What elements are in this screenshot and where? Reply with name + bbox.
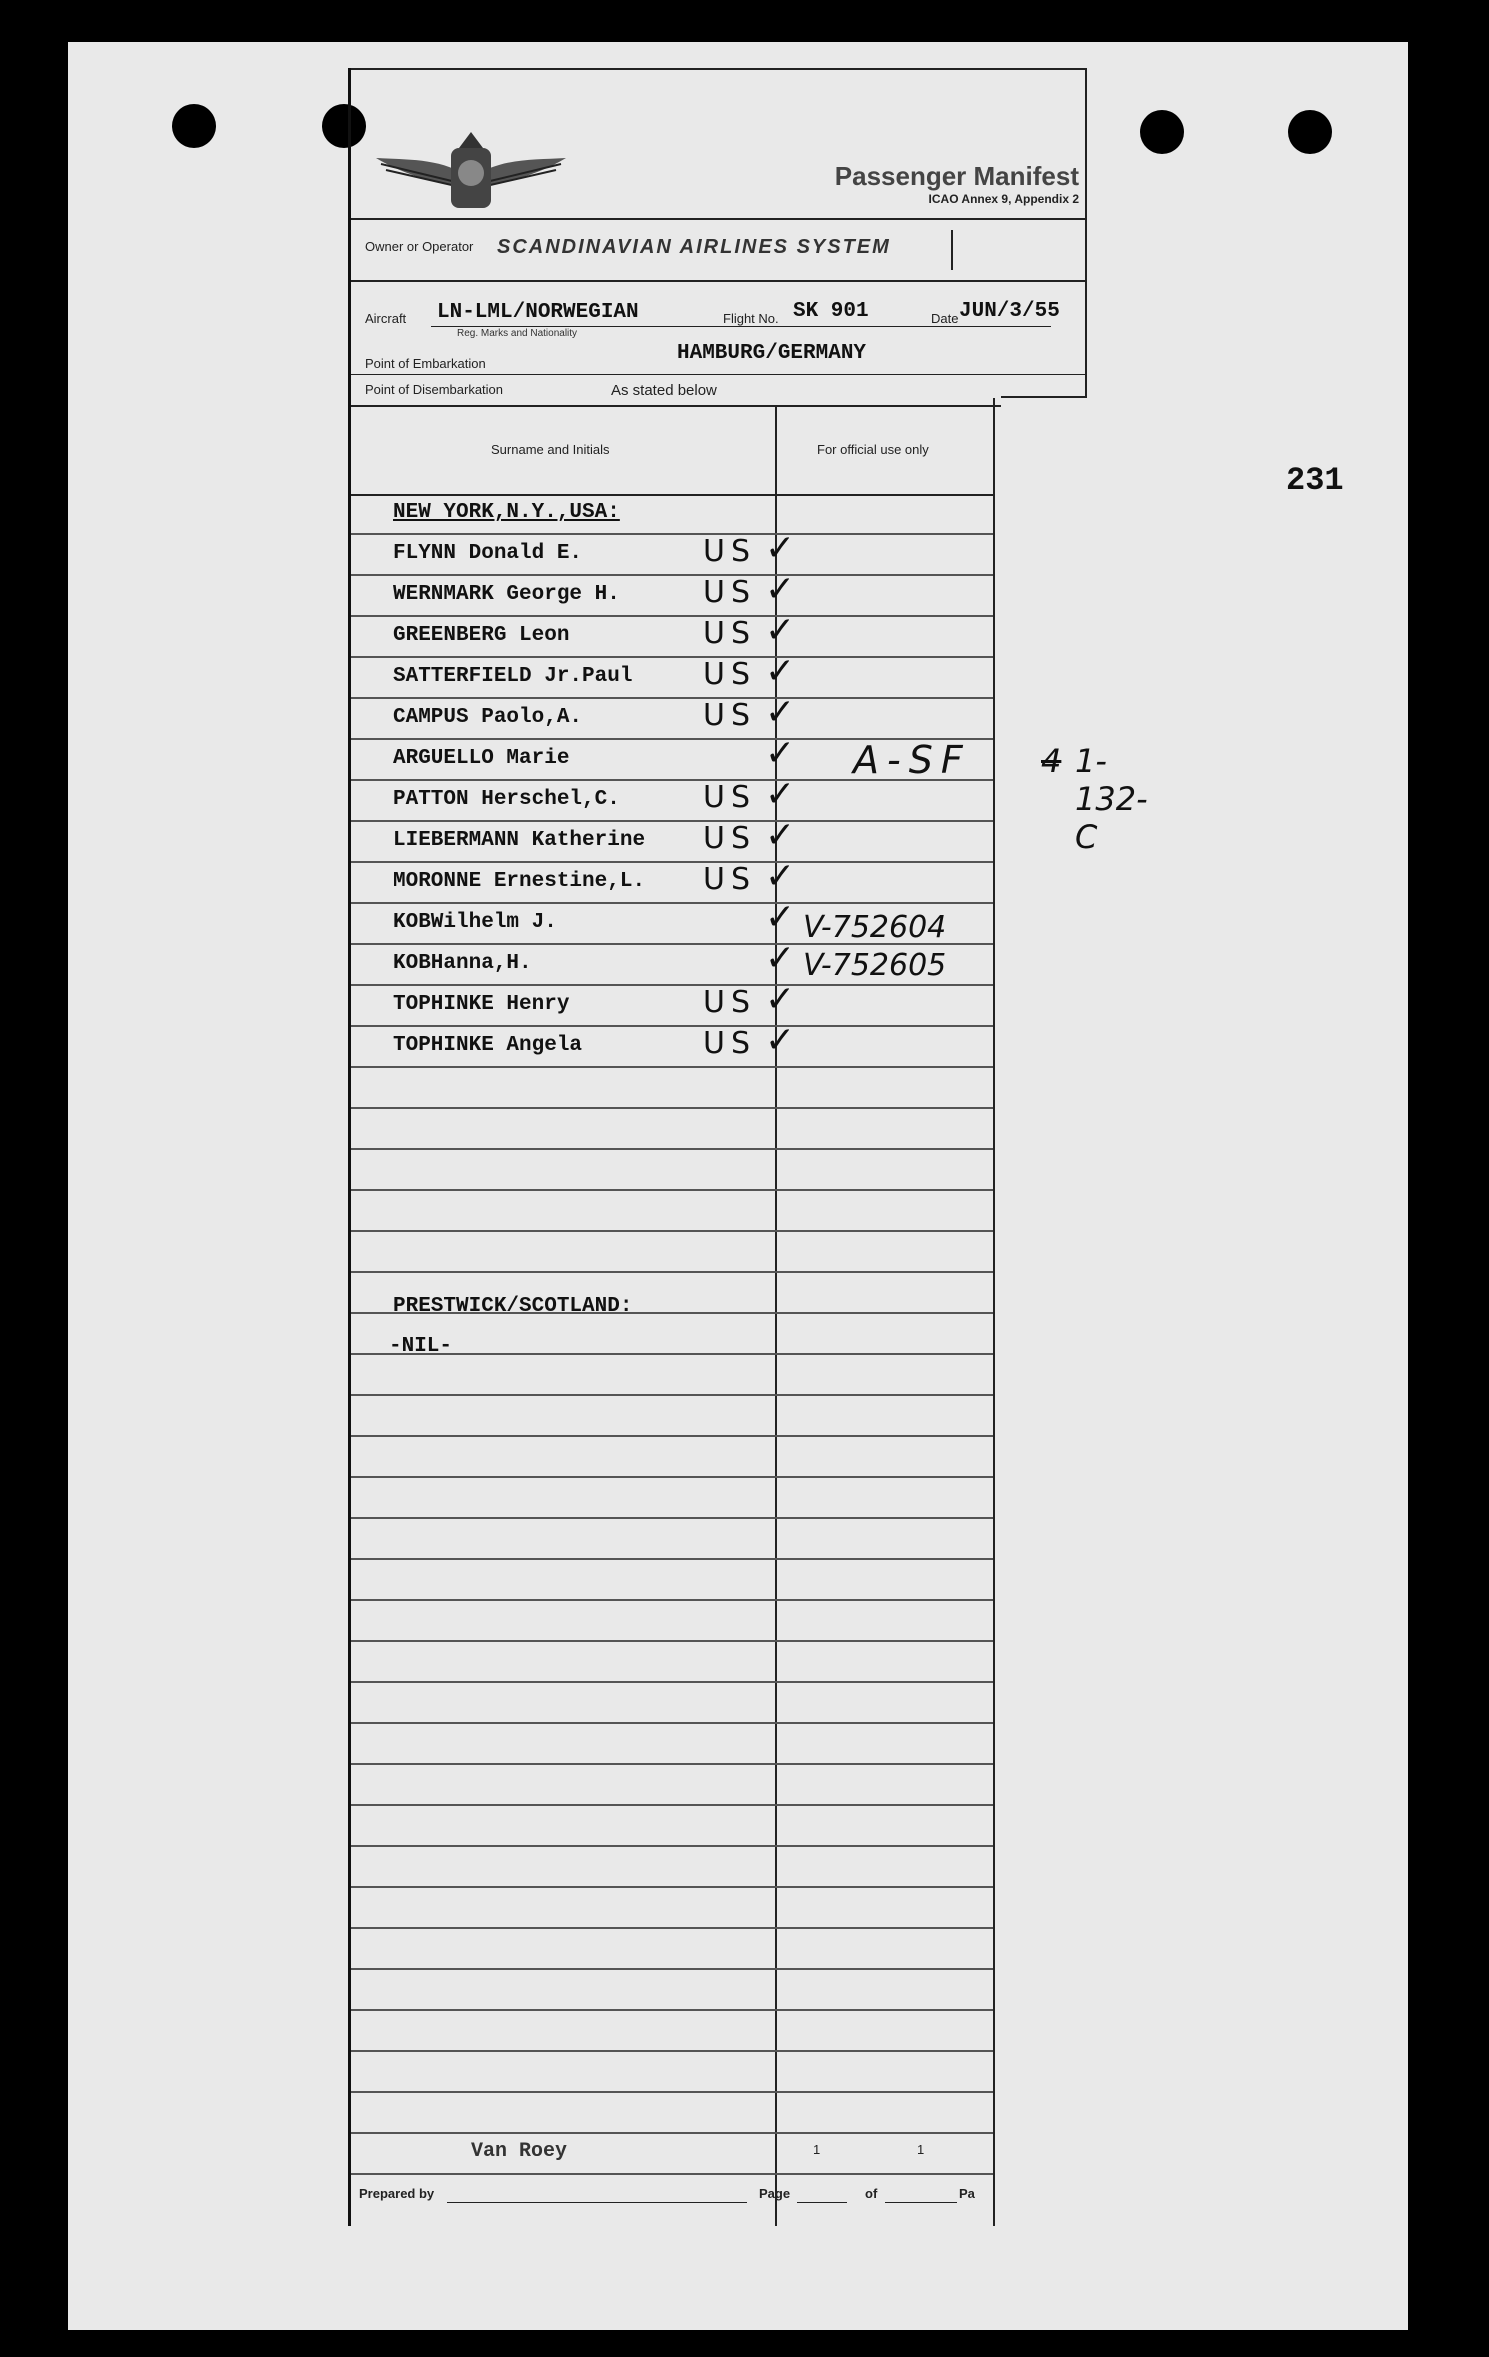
pages-label: Pa — [959, 2186, 975, 2201]
embarkation-value: HAMBURG/GERMANY — [677, 342, 867, 365]
passenger-nationality: US — [703, 575, 757, 610]
table-row-rule — [351, 574, 993, 576]
prepared-by-label: Prepared by — [359, 2186, 435, 2201]
table-row-rule — [351, 1517, 993, 1519]
page-number: 231 — [1286, 462, 1344, 499]
kob-wilhelm-visa-note: V-752604 — [803, 910, 947, 945]
table-row-rule — [351, 533, 993, 535]
table-row-rule — [351, 1230, 993, 1232]
of-line — [885, 2202, 957, 2203]
owner-bottom-rule — [351, 280, 1085, 282]
passenger-name: SATTERFIELD Jr.Paul — [393, 665, 633, 688]
passenger-name: LIEBERMANN Katherine — [393, 829, 646, 852]
table-row-rule — [351, 2132, 993, 2134]
checkmark-icon: ✓ — [765, 897, 796, 938]
arguello-file-note: 1-132-C — [1075, 742, 1148, 856]
form-title: Passenger Manifest — [834, 161, 1079, 191]
form-top-border — [351, 68, 1085, 70]
date-label: Date — [931, 311, 959, 326]
passenger-nationality: US — [703, 534, 757, 569]
table-row-rule — [351, 1148, 993, 1150]
passenger-nationality: US — [703, 780, 757, 815]
checkmark-icon: ✓ — [765, 692, 796, 733]
preparer-signature: Van Roey — [471, 2140, 568, 2163]
date-value: JUN/3/55 — [959, 300, 1060, 323]
table-row-rule — [351, 1640, 993, 1642]
table-row-rule — [351, 984, 993, 986]
table-row-rule — [351, 1025, 993, 1027]
column-official-header: For official use only — [817, 442, 929, 457]
table-row-rule — [351, 1763, 993, 1765]
manifest-form — [348, 68, 1148, 2226]
passenger-name: TOPHINKE Angela — [393, 1034, 583, 1057]
table-row-rule — [351, 1804, 993, 1806]
aircraft-label: Aircraft — [365, 311, 407, 326]
checkmark-icon: ✓ — [765, 815, 796, 856]
checkmark-icon: ✓ — [765, 610, 796, 651]
section-prestwick: PRESTWICK/SCOTLAND: — [393, 1295, 633, 1318]
aircraft-value: LN-LML/NORWEGIAN — [437, 301, 639, 324]
owner-divider — [951, 230, 953, 270]
passenger-name: KOBWilhelm J. — [393, 911, 557, 934]
table-row-rule — [351, 1476, 993, 1478]
passenger-nationality: US — [703, 862, 757, 897]
table-row-rule — [351, 1066, 993, 1068]
embarkation-label: Point of Embarkation — [365, 356, 486, 371]
prestwick-value: -NIL- — [389, 1335, 453, 1358]
form-header-right-border — [1085, 68, 1087, 398]
disembarkation-value: As stated below — [611, 382, 717, 399]
owner-label: Owner or Operator — [365, 239, 474, 254]
checkmark-icon: ✓ — [765, 733, 796, 774]
table-row-rule — [351, 1886, 993, 1888]
page-value: 1 — [813, 2142, 821, 2157]
kob-hanna-visa-note: V-752605 — [803, 948, 947, 983]
checkmark-icon: ✓ — [765, 651, 796, 692]
table-row-rule — [351, 1107, 993, 1109]
table-row-rule — [351, 1845, 993, 1847]
arguello-code-note: A-SF — [853, 738, 971, 782]
table-row-rule — [351, 1927, 993, 1929]
checkmark-icon: ✓ — [765, 569, 796, 610]
page-line — [797, 2202, 847, 2203]
of-label: of — [865, 2186, 878, 2201]
flight-value: SK 901 — [793, 300, 869, 323]
column-header-rule — [351, 494, 993, 496]
checkmark-icon: ✓ — [765, 938, 796, 979]
of-value: 1 — [917, 2142, 925, 2157]
passenger-nationality: US — [703, 821, 757, 856]
table-row-rule — [351, 697, 993, 699]
table-row-rule — [351, 861, 993, 863]
wings-logo-icon — [371, 118, 571, 238]
aircraft-underline — [431, 326, 1051, 327]
passenger-name: KOBHanna,H. — [393, 952, 532, 975]
passenger-nationality: US — [703, 698, 757, 733]
passenger-nationality: US — [703, 985, 757, 1020]
passenger-name: ARGUELLO Marie — [393, 747, 570, 770]
table-row-rule — [351, 2050, 993, 2052]
table-row-rule — [351, 1271, 993, 1273]
table-row-rule — [351, 1394, 993, 1396]
table-row-rule — [351, 820, 993, 822]
passenger-name: FLYNN Donald E. — [393, 542, 583, 565]
owner-value: SCANDINAVIAN AIRLINES SYSTEM — [497, 236, 891, 258]
section-new-york: NEW YORK,N.Y.,USA: — [393, 501, 620, 524]
passenger-nationality: US — [703, 1026, 757, 1061]
header-bottom-rule — [351, 405, 1001, 407]
prepared-by-line — [447, 2202, 747, 2203]
passenger-name: PATTON Herschel,C. — [393, 788, 620, 811]
punch-hole-right-2 — [1288, 110, 1332, 154]
passenger-name: WERNMARK George H. — [393, 583, 620, 606]
checkmark-icon: ✓ — [765, 979, 796, 1020]
table-row-rule — [351, 1681, 993, 1683]
table-row-rule — [351, 1435, 993, 1437]
disembarkation-label: Point of Disembarkation — [365, 382, 504, 397]
checkmark-icon: ✓ — [765, 774, 796, 815]
punch-hole-right-1 — [1140, 110, 1184, 154]
checkmark-icon: ✓ — [765, 1020, 796, 1061]
table-row-rule — [351, 902, 993, 904]
form-subtitle: ICAO Annex 9, Appendix 2 — [928, 192, 1079, 206]
embarkation-rule — [351, 374, 1085, 375]
column-surname-header: Surname and Initials — [491, 442, 610, 457]
passenger-nationality: US — [703, 657, 757, 692]
table-row-rule — [351, 2091, 993, 2093]
table-row-rule — [351, 1558, 993, 1560]
passenger-name: GREENBERG Leon — [393, 624, 570, 647]
table-row-rule — [351, 615, 993, 617]
table-row-rule — [351, 2173, 993, 2175]
passenger-name: TOPHINKE Henry — [393, 993, 570, 1016]
table-row-rule — [351, 1968, 993, 1970]
passenger-nationality: US — [703, 616, 757, 651]
arguello-strikeout-note: 4 — [1041, 742, 1062, 780]
punch-hole-left-1 — [172, 104, 216, 148]
passenger-name: MORONNE Ernestine,L. — [393, 870, 646, 893]
reg-marks-label: Reg. Marks and Nationality — [457, 328, 578, 339]
page-label: Page — [759, 2186, 791, 2201]
table-row-rule — [351, 1722, 993, 1724]
table-row-rule — [351, 1599, 993, 1601]
owner-top-rule — [351, 218, 1085, 220]
flight-label: Flight No. — [723, 311, 779, 326]
checkmark-icon: ✓ — [765, 856, 796, 897]
header-notch-rule — [1001, 396, 1087, 398]
table-row-rule — [351, 656, 993, 658]
passenger-name: CAMPUS Paolo,A. — [393, 706, 583, 729]
table-row-rule — [351, 2009, 993, 2011]
checkmark-icon: ✓ — [765, 528, 796, 569]
table-row-rule — [351, 1189, 993, 1191]
table-right-border — [993, 398, 995, 2226]
